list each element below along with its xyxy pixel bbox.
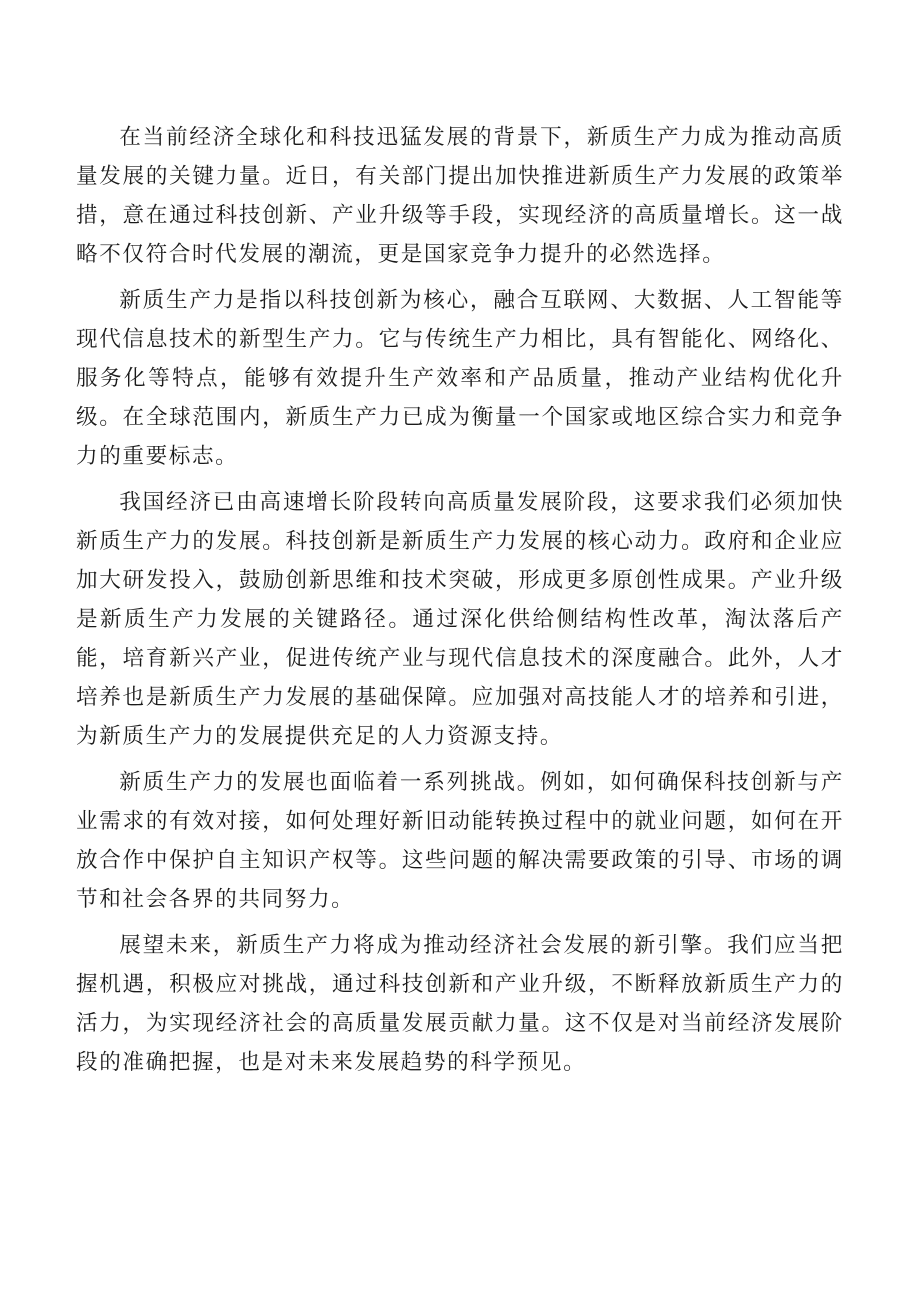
paragraph-1: 在当前经济全球化和科技迅猛发展的背景下，新质生产力成为推动高质量发展的关键力量。近日，有关部门提出加快推进新质生产力发展的政策举措，意在通过科技创新、产业升级等手段，实现经济的高质量增长。这一战略不仅符合时代发展的潮流，更是国家竞争力提升的必然选择。 xyxy=(76,125,844,267)
document-body xyxy=(76,118,844,1082)
paragraph-4: 新质生产力的发展也面临着一系列挑战。例如，如何确保科技创新与产业需求的有效对接，如何处理好新旧动能转换过程中的就业问题，如何在开放合作中保护自主知识产权等。这些问题的解决需要政策的引导、市场的调节和社会各界的共同努力。 xyxy=(76,770,844,912)
paragraph-3: 我国经济已由高速增长阶段转向高质量发展阶段，这要求我们必须加快新质生产力的发展。科技创新是新质生产力发展的核心动力。政府和企业应加大研发投入，鼓励创新思维和技术突破，形成更多原创性成果。产业升级是新质生产力发展的关键路径。通过深化供给侧结构性改革，淘汰落后产能，培育新兴产业，促进传统产业与现代信息技术的深度融合。此外，人才培养也是新质生产力发展的基础保障。应加强对高技能人才的培养和引进，为新质生产力的发展提供充足的人力资源支持。 xyxy=(76,490,844,749)
paragraph-5: 展望未来，新质生产力将成为推动经济社会发展的新引擎。我们应当把握机遇，积极应对挑战，通过科技创新和产业升级，不断释放新质生产力的活力，为实现经济社会的高质量发展贡献力量。这不仅是对当前经济发展阶段的准确把握，也是对未来发展趋势的科学预见。 xyxy=(76,933,844,1075)
paragraph-2: 新质生产力是指以科技创新为核心，融合互联网、大数据、人工智能等现代信息技术的新型生产力。它与传统生产力相比，具有智能化、网络化、服务化等特点，能够有效提升生产效率和产品质量，推动产业结构优化升级。在全球范围内，新质生产力已成为衡量一个国家或地区综合实力和竞争力的重要标志。 xyxy=(76,288,844,469)
